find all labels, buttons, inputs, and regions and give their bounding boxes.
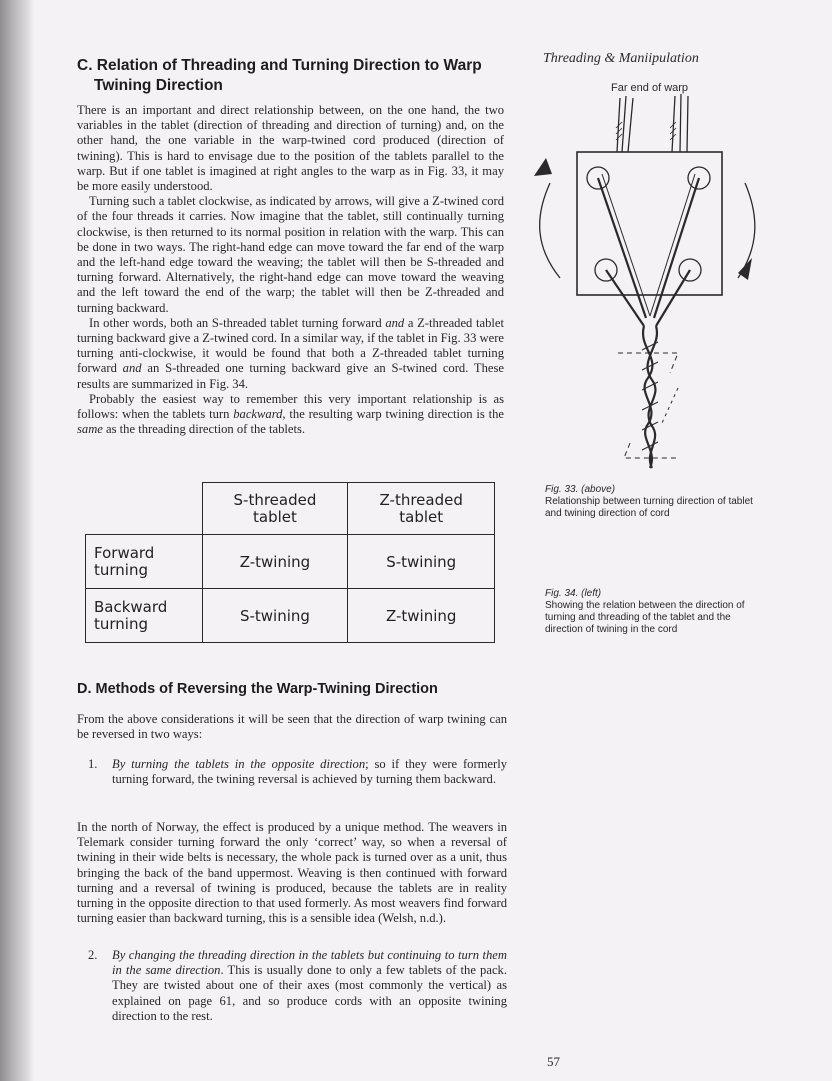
list-item-body	[112, 757, 507, 787]
text-run: , the resulting warp twining direction is the	[282, 407, 504, 422]
header-line: Z-threaded	[379, 490, 463, 509]
row-header-line: Forward	[94, 543, 155, 562]
warp-thread	[687, 96, 688, 152]
warp-thread	[628, 98, 633, 152]
emphasis: By changing the threading direction in the tablets but continuing to turn them in the same direction	[112, 948, 507, 978]
table-row	[86, 589, 495, 643]
figure34-caption	[545, 588, 760, 636]
text-run: In other words, both an S-threaded tablet turning forward	[89, 315, 386, 330]
arrow-up-icon	[534, 158, 552, 176]
table-col-header-z-threaded	[348, 483, 495, 535]
section-d-intro: From the above considerations it will be seen that the direction of warp twining can be reversed in two ways:	[77, 712, 507, 742]
figure33-tablet-diagram	[520, 88, 760, 473]
warp-thread	[680, 94, 681, 152]
paragraph: Turning such a tablet clockwise, as indicated by arrows, will give a Z-twined cord of the four threads it carries. Now imagine that the tablet, still continually turning clockwise, is then returned to its normal position in relation with the warp. This can be done in two ways. The right-hand edge can move toward the far end of the warp and the left-hand edge toward the weaving; the tablet will then be S-threaded and turning forward. Alternatively, the right-hand edge can move toward the weaving and the left toward the end of the warp; the tablet will then be Z-threaded and turning backward.	[77, 194, 504, 315]
arrow-down-icon	[738, 258, 752, 280]
table-row	[86, 535, 495, 589]
section-d-heading: D. Methods of Reversing the Warp-Twining Direction	[77, 681, 438, 697]
header-line: tablet	[399, 507, 444, 526]
rotation-arc-right	[738, 183, 755, 278]
table-cell: Z-twining	[202, 535, 348, 589]
caption-text: Showing the relation between the direction of turning and threading of the tablet and the direction of twining in the cord	[545, 600, 745, 635]
text-run: an S-threaded one turning backward give an S-twined cord. These results are summarized in Fig. 34.	[77, 361, 504, 391]
book-spine-shadow	[0, 0, 34, 1081]
table-cell: S-twining	[348, 535, 495, 589]
table-header-row	[86, 483, 495, 535]
list-item-body	[112, 948, 507, 1024]
text-run: a Z-threaded tablet turning backward give a Z-twined cord. In a similar way, if the tablet in Fig. 33 were turning anti-clockwise, it would be found that both a Z-threaded tablet turning forward	[77, 315, 504, 376]
table-row-header-backward	[86, 589, 203, 643]
emphasis: and	[385, 315, 405, 330]
rotation-arc-left	[540, 183, 560, 278]
section-c-heading-line2: Twining Direction	[94, 77, 223, 94]
caption-title: Fig. 33. (above)	[545, 484, 616, 495]
text-run: as the threading direction of the tablets.	[102, 422, 306, 437]
running-head: Threading & Maniipulation	[543, 51, 699, 66]
emphasis: By turning the tablets in the opposite direction	[112, 757, 366, 771]
emphasis: and	[122, 361, 142, 376]
caption-text: Relationship between turning direction of tablet and twining direction of cord	[545, 496, 753, 519]
section-c-heading-line1: C. Relation of Threading and Turning Direction to Warp	[77, 57, 482, 74]
norway-paragraph: In the north of Norway, the effect is produced by a unique method. The weavers in Telemark consider turning forward the only ‘correct’ way, so when a reversal of twining in their wide belts is necessary, the whole pack is turned over as a unit, thus bringing the back of the band uppermost. Weaving is then continued with forward turning and a reversal of twining is produced, because the tablets are in reality turning in the opposite direction to that used formerly. As most weavers find forward turning easier than backward turning, this is a sensible idea (Welsh, n.d.).	[77, 820, 507, 926]
table-row-header-forward	[86, 535, 203, 589]
paragraph	[77, 392, 504, 438]
list-item	[88, 757, 507, 787]
text-run: Probably the easiest way to remember this very important relationship is as follows: when the tablets turn	[77, 391, 504, 422]
text-run: ; so if they were formerly turning forward, the twining reversal is achieved by turning them backward.	[112, 757, 508, 787]
row-header-line: turning	[94, 560, 148, 579]
row-header-line: Backward	[94, 597, 168, 616]
figure33-top-label: Far end of warp	[611, 82, 689, 94]
list-number: 1.	[88, 757, 98, 771]
row-header-line: turning	[94, 614, 148, 633]
warp-thread	[622, 96, 626, 152]
paragraph: There is an important and direct relationship between, on the one hand, the two variables in the tablet (direction of threading and direction of turning) and, on the other hand, the one variable in the warp-twined cord produced (direction of twining). This is hard to envisage due to the position of the tablets parallel to the warp. But if one tablet is imagined at right angles to the warp as in Fig. 33, it may be more easily understood.	[77, 103, 504, 194]
page-number: 57	[547, 1054, 560, 1069]
list-item	[88, 948, 507, 1024]
threading-turning-table	[85, 482, 495, 643]
figure33-caption	[545, 484, 760, 520]
table-col-header-s-threaded	[202, 483, 348, 535]
section-c-heading	[77, 56, 517, 96]
header-line: S-threaded	[233, 490, 317, 509]
table-cell: Z-twining	[348, 589, 495, 643]
table-cell: S-twining	[202, 589, 348, 643]
emphasis: same	[77, 422, 103, 437]
table-corner-cell	[86, 483, 203, 535]
section-c-body	[77, 103, 504, 437]
list-number: 2.	[88, 948, 98, 962]
header-line: tablet	[253, 507, 297, 526]
paragraph	[77, 316, 504, 392]
caption-title: Fig. 34. (left)	[545, 588, 602, 599]
text-run: . This is usually done to only a few tablets of the pack. They are twisted about one of their axes (most commonly the vertical) as explained on page 61, and so produce cords with an opposite twining direction to the rest.	[112, 963, 507, 1023]
emphasis: backward	[233, 407, 283, 422]
